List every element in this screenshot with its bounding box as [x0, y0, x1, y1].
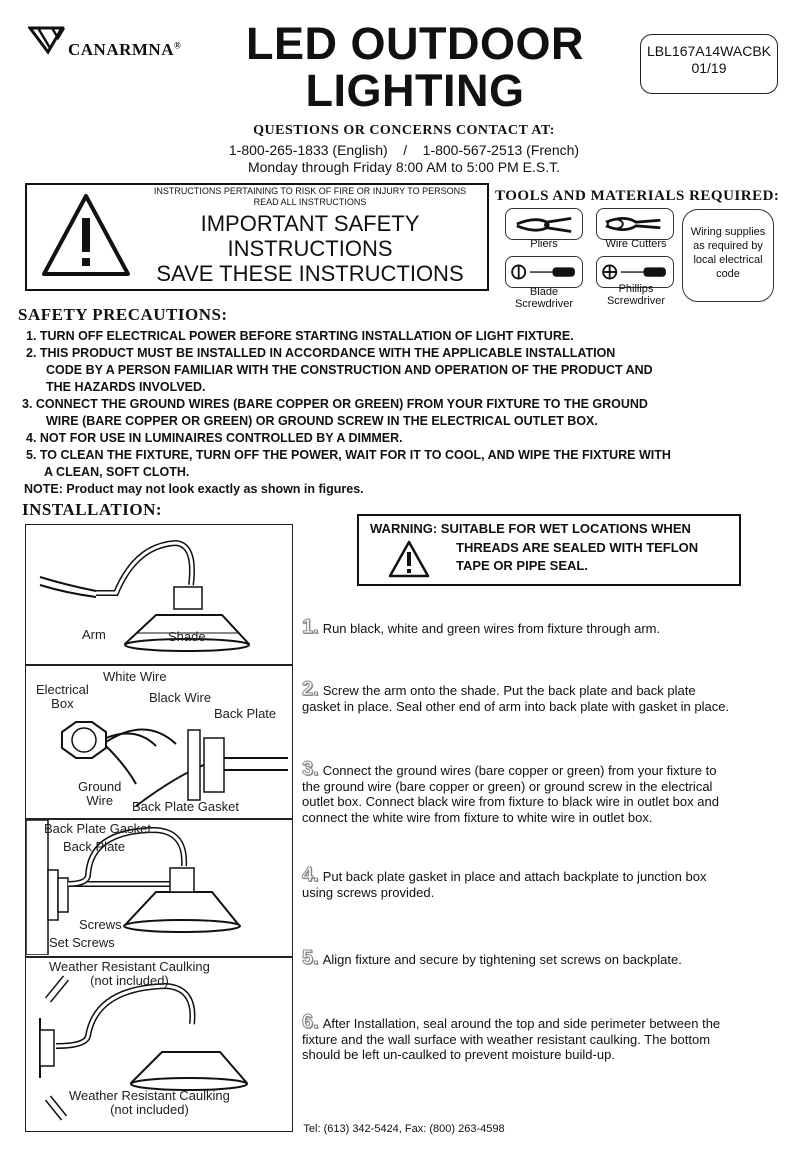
- wire-cutters-icon: [596, 208, 674, 240]
- wet-location-warning-text: WARNING: SUITABLE FOR WET LOCATIONS WHEN THREADS ARE SEALED WITH TEFLON TAPE OR PIPE SEAL.: [370, 521, 699, 573]
- blade-screwdriver-icon: [505, 256, 583, 288]
- caulking-bottom-label: Weather Resistant Caulking (not included): [69, 1088, 230, 1117]
- arm-label: Arm: [82, 627, 106, 642]
- contact-heading: QUESTIONS OR CONCERNS CONTACT AT:: [253, 123, 555, 138]
- caulking-top-label: Weather Resistant Caulking (not included): [49, 959, 210, 988]
- back-plate-gasket-label: Back Plate Gasket: [132, 799, 239, 814]
- step-4: 4. Put back plate gasket in place and attach backplate to junction box using screws provided.: [302, 864, 707, 900]
- electrical-box-label: Electrical Box: [36, 682, 89, 711]
- shade-label: Shade: [168, 629, 206, 644]
- phillips-screwdriver-label: Phillips Screwdriver: [606, 283, 666, 307]
- phone-numbers: 1-800-265-1833 (English) / 1-800-567-2513 (French): [228, 142, 580, 158]
- brand-name: CANARMNA®: [68, 40, 182, 59]
- step-6: 6. After Installation, seal around the top and side perimeter between the fixture and the wall surface with weather resistant caulking. The bottom should be left un-caulked to prevent moisture build-up.: [302, 1011, 721, 1062]
- installation-heading: INSTALLATION:: [22, 500, 163, 519]
- black-wire-label: Black Wire: [149, 690, 212, 705]
- safety-precautions-heading: SAFETY PRECAUTIONS:: [18, 305, 228, 324]
- blade-screwdriver-label: Blade Screwdriver: [514, 286, 574, 310]
- pliers-icon: [505, 208, 583, 240]
- pliers-label: Pliers: [530, 238, 558, 250]
- page-title: LED OUTDOOR LIGHTING: [246, 18, 584, 116]
- white-wire-label: White Wire: [103, 669, 167, 684]
- back-plate-gasket-label: Back Plate Gasket: [44, 821, 151, 836]
- model-number: LBL167A14WACBK: [647, 43, 771, 59]
- wiring-supplies-box: Wiring supplies as required by local electrical code: [682, 209, 774, 302]
- safety-small-text: INSTRUCTIONS PERTAINING TO RISK OF FIRE OR INJURY TO PERSONS READ ALL INSTRUCTIONS: [153, 186, 467, 207]
- safety-precautions-list: 1. TURN OFF ELECTRICAL POWER BEFORE STARTING INSTALLATION OF LIGHT FIXTURE. 2. THIS PRODUCT MUST BE INSTALLED IN ACCORDANCE WITH THE APPLICABLE INSTALLATION CODE BY A PERSON FAMILIAR WITH THE CONSTRUCTION AND OPERATION OF THE PRODUCT AND THE HAZARDS INVOLVED. 3. CONNECT THE GROUND WIRES (BARE COPPER OR GREEN) FROM YOUR FIXTURE TO THE GROUND WIRE (BARE COPPER OR GREEN) OR GROUND SCREW IN THE ELECTRICAL OUTLET BOX. 4. NOT FOR USE IN LUMINAIRES CONTROLLED BY A DIMMER. 5. TO CLEAN THE FIXTURE, TURN OFF THE POWER, WAIT FOR IT TO COOL, AND WIPE THE FIXTURE WITH A CLEAN, SOFT CLOTH. NOTE: Product may not look exactly as shown in figures.: [22, 329, 671, 496]
- wire-cutters-label: Wire Cutters: [605, 238, 667, 250]
- footer-contact: Tel: (613) 342-5424, Fax: (800) 263-4598: [303, 1123, 505, 1135]
- warning-triangle-icon: [40, 192, 132, 278]
- step-3: 3. Connect the ground wires (bare copper or green) from your fixture to the ground wire (bare copper or green) or ground screw in the electrical outlet box. Connect black wire from fixture to black wire in outlet box and connect the white wire from fixture to white wire in outlet box.: [302, 758, 719, 825]
- diagram-arm-shade: [26, 525, 292, 663]
- model-code-box: [640, 34, 778, 94]
- set-screws-label: Set Screws: [49, 935, 115, 950]
- safety-big-text: IMPORTANT SAFETY INSTRUCTIONS SAVE THESE INSTRUCTIONS: [156, 211, 464, 286]
- ground-wire-label: Ground Wire: [78, 779, 122, 808]
- tools-heading: TOOLS AND MATERIALS REQUIRED:: [495, 188, 780, 204]
- back-plate-label: Back Plate: [63, 839, 126, 854]
- business-hours: Monday through Friday 8:00 AM to 5:00 PM E.S.T.: [247, 159, 561, 175]
- back-plate-label: Back Plate: [214, 706, 277, 721]
- revision-date: 01/19: [691, 60, 727, 76]
- step-1: 1. Run black, white and green wires from fixture through arm.: [302, 616, 661, 638]
- step-2: 2. Screw the arm onto the shade. Put the back plate and back plate gasket in place. Seal other end of arm into back plate with gasket in place.: [302, 678, 730, 714]
- screws-label: Screws: [79, 917, 122, 932]
- step-5: 5. Align fixture and secure by tightening set screws on backplate.: [302, 947, 682, 969]
